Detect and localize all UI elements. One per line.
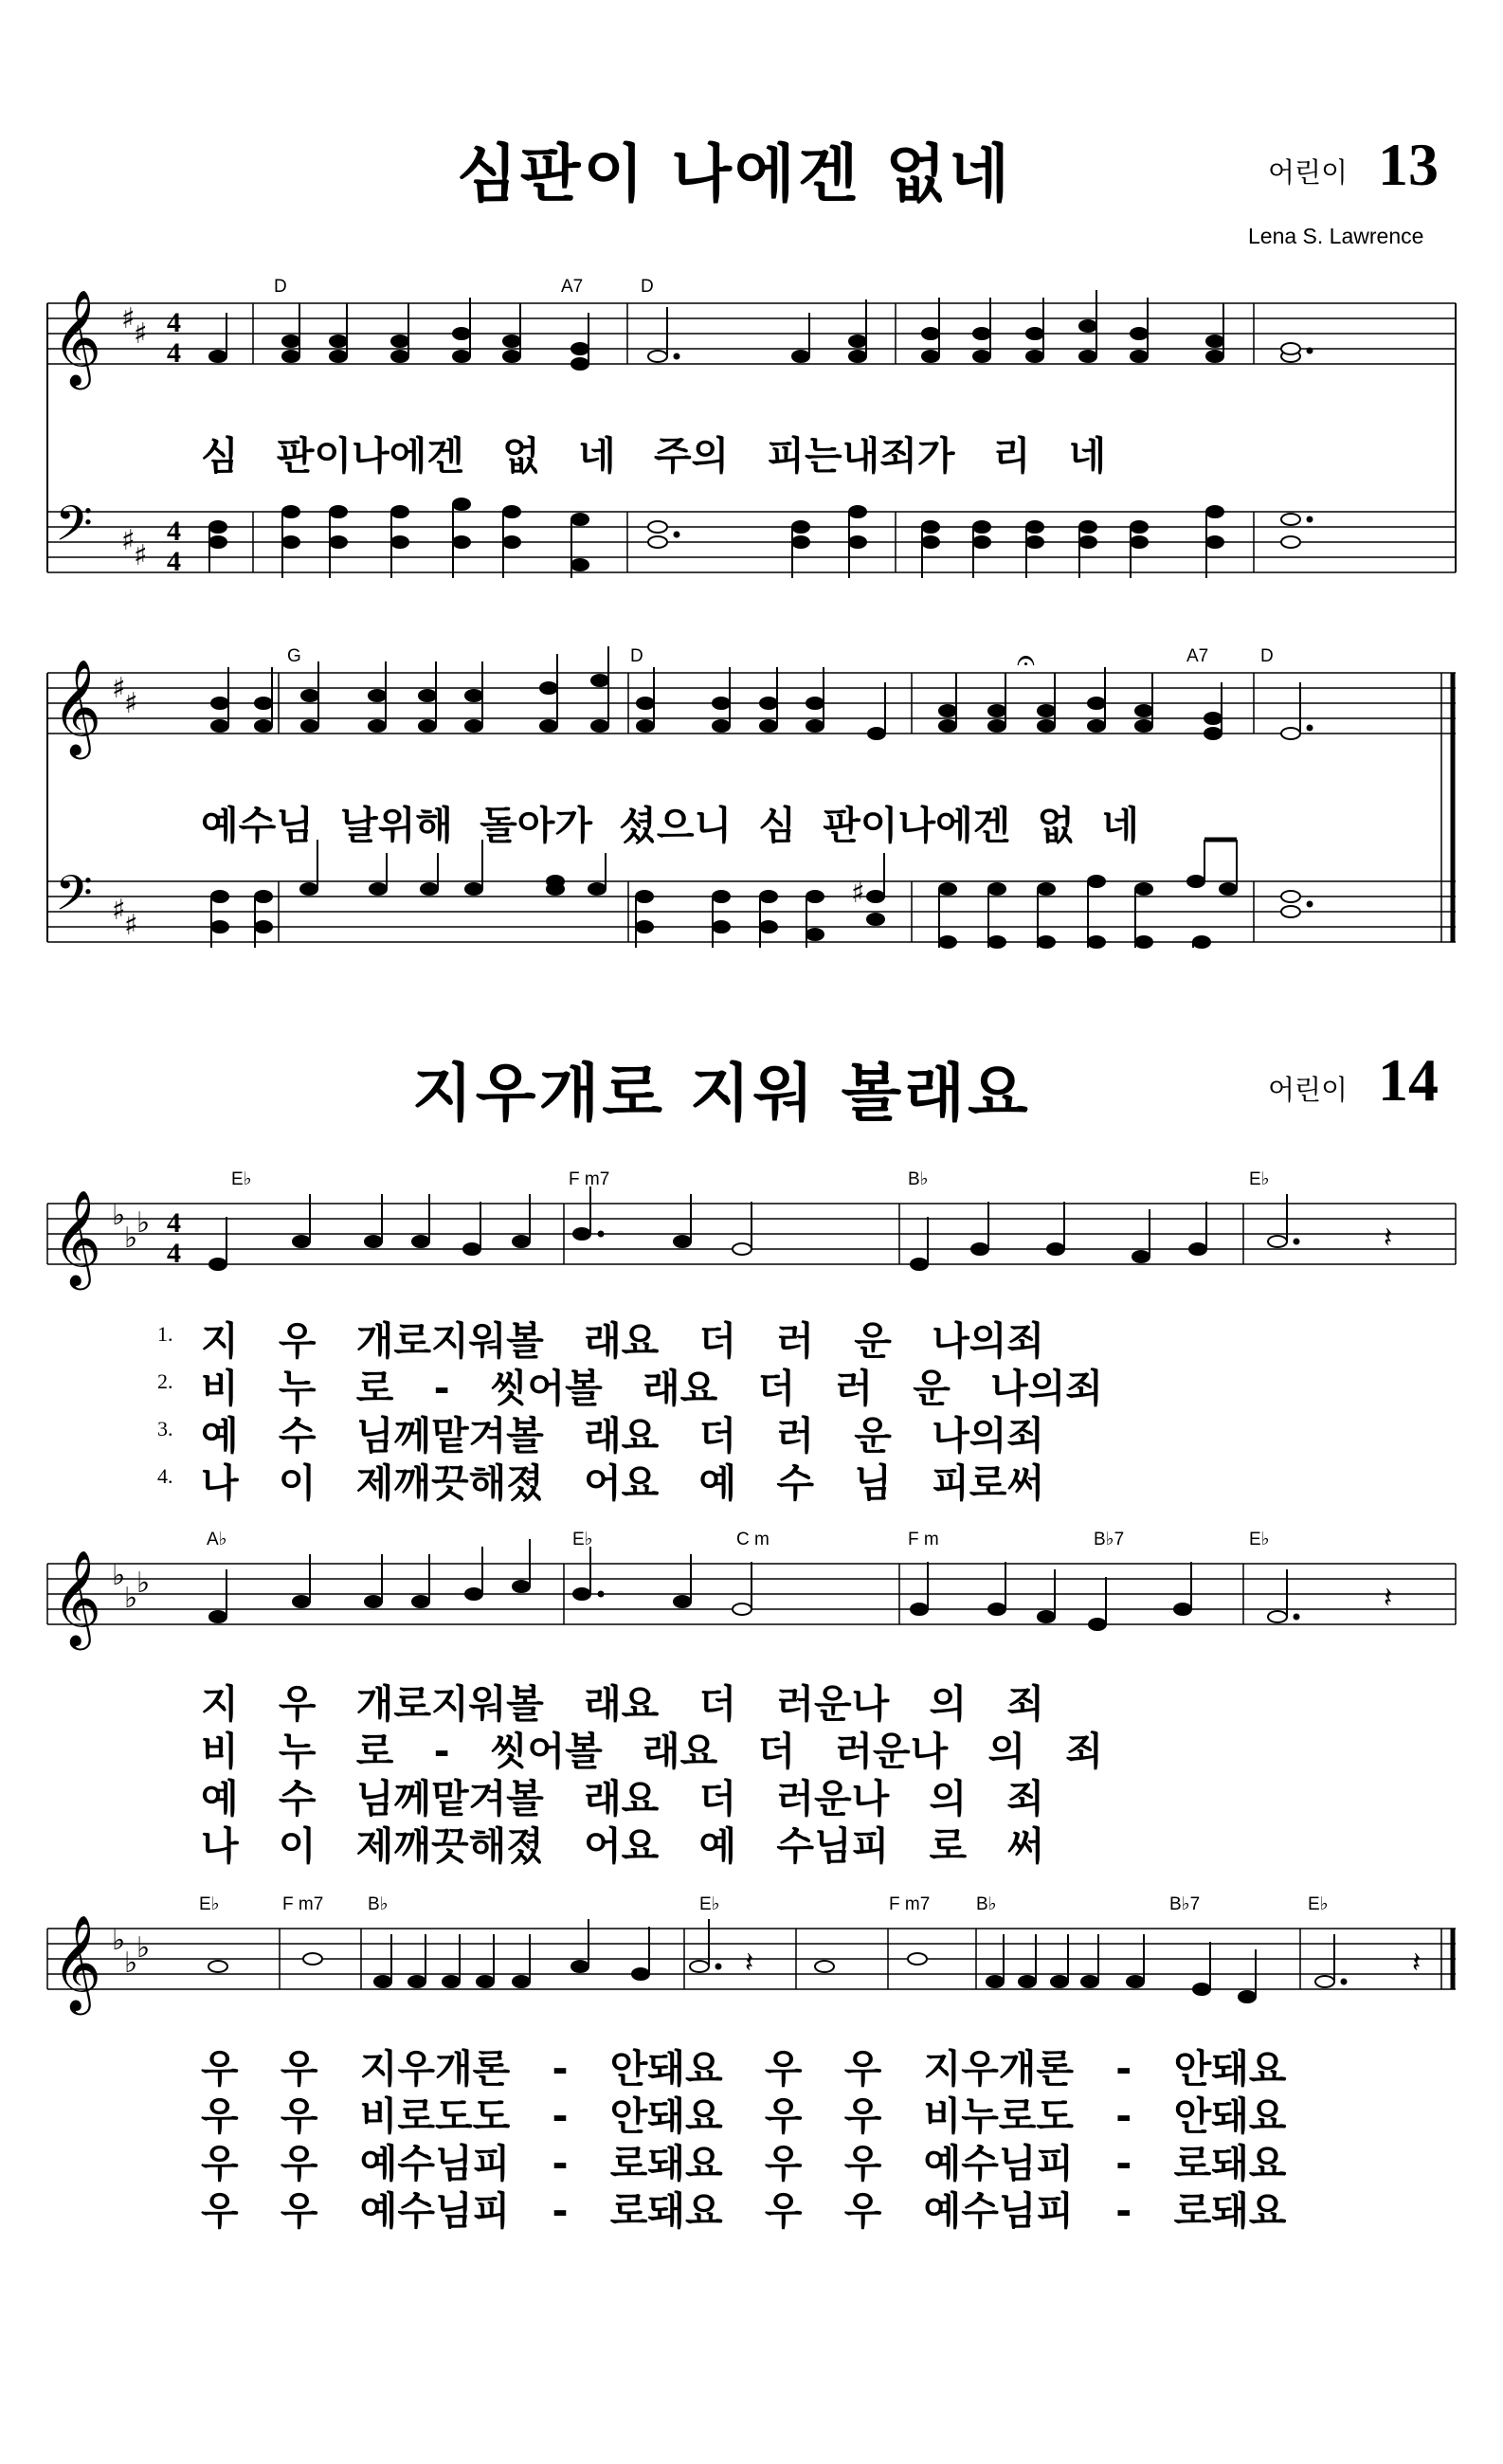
notes: [208, 1919, 1347, 2002]
chord-symbol: E♭: [699, 1894, 720, 1914]
song-label: 어린이: [1268, 156, 1349, 189]
chord-symbol: E♭: [231, 1169, 252, 1189]
verse-number: 4.: [157, 1464, 173, 1488]
notes: [209, 1187, 1299, 1270]
chord-symbol: E♭: [199, 1894, 220, 1914]
flat-icon: ♭: [136, 1931, 151, 1965]
chord-symbols: [231, 1169, 1270, 1189]
verse-number: 1.: [157, 1322, 173, 1346]
sharp-icon: ♯: [134, 539, 148, 572]
fermata-icon: 𝄐: [1017, 642, 1035, 679]
chord-symbol: F m: [908, 1530, 939, 1549]
lyric-line: 비 누 로 - 씻어볼 래요 더 러 운 나의죄: [201, 1366, 1103, 1411]
bass-clef-icon: 𝄢: [55, 864, 93, 933]
rest-icon: 𝄽: [1384, 1582, 1393, 1615]
song-title: 심판이 나에겐 없네: [457, 137, 1013, 210]
chord-symbols: [207, 1530, 1270, 1549]
lyric-line: 나 이 제깨끗해졌 어요 예 수님피 로 써: [201, 1823, 1045, 1869]
chord-symbol: C m: [736, 1530, 770, 1549]
sharp-icon: ♯: [112, 894, 126, 927]
chord-symbol: B♭7: [1169, 1894, 1201, 1914]
flat-icon: ♭: [124, 1582, 138, 1615]
flat-icon: ♭: [136, 1567, 151, 1600]
lyric-line: 예 수 님께맡겨볼 래요 더 러운나 의 죄: [201, 1776, 1045, 1821]
chord-symbol: A7: [561, 277, 584, 297]
composer-credit: Lena S. Lawrence: [1248, 224, 1424, 248]
time-signature: 4: [167, 307, 181, 338]
treble-clef-icon: 𝄞: [52, 658, 102, 755]
flat-icon: ♭: [112, 1559, 126, 1592]
time-signature: 4: [167, 516, 181, 547]
rest-icon: 𝄽: [1412, 1947, 1422, 1980]
chord-symbol: A♭: [207, 1530, 227, 1549]
sharp-icon: ♯: [112, 672, 126, 705]
chord-symbol: E♭: [1249, 1530, 1270, 1549]
sharp-icon: ♯: [134, 317, 148, 351]
treble-clef-icon: 𝄞: [52, 1913, 102, 2011]
chord-symbol: A7: [1186, 646, 1209, 666]
chord-symbol: D: [274, 277, 287, 297]
time-signature: 4: [167, 1207, 181, 1239]
verse-number: 2.: [157, 1369, 173, 1393]
flat-icon: ♭: [112, 1924, 126, 1957]
flat-icon: ♭: [124, 1222, 138, 1255]
chord-symbol: E♭: [1308, 1894, 1329, 1914]
chord-symbol: B♭: [368, 1894, 389, 1914]
lyric-line: 예수님 날위해 돌아가 셨으니 심 판이나에겐 없 네: [201, 803, 1140, 848]
rest-icon: 𝄽: [745, 1947, 754, 1980]
treble-staff: [0, 1891, 1503, 2011]
treble-clef-icon: 𝄞: [52, 288, 102, 386]
lyric-line: 우 우 지우개론 - 안돼요 우 우 지우개론 - 안돼요: [201, 2046, 1287, 2092]
song-label: 어린이: [1268, 1074, 1349, 1106]
time-signature: 4: [167, 1238, 181, 1269]
chord-symbol: B♭: [908, 1169, 929, 1189]
lyric-line: 우 우 비로도도 - 안돼요 우 우 비누로도 - 안돼요: [201, 2093, 1287, 2139]
notes: [209, 1539, 1299, 1630]
chord-symbol: E♭: [572, 1530, 593, 1549]
chord-symbol: F m7: [282, 1894, 324, 1914]
lyric-line: 지 우 개로지워볼 래요 더 러 운 나의죄: [201, 1318, 1045, 1364]
sharp-icon: ♯: [124, 909, 138, 942]
song-number: 13: [1378, 131, 1439, 198]
treble-clef-icon: 𝄞: [52, 1549, 102, 1646]
bass-clef-icon: 𝄢: [55, 495, 93, 564]
sharp-icon: ♯: [124, 687, 138, 720]
lyric-line: 나 이 제깨끗해졌 어요 예 수 님 피로써: [201, 1460, 1045, 1506]
lyric-line: 우 우 예수님피 - 로돼요 우 우 예수님피 - 로돼요: [201, 2141, 1287, 2186]
flat-icon: ♭: [112, 1199, 126, 1232]
flat-icon: ♭: [136, 1206, 151, 1240]
lyric-line: 비 누 로 - 씻어볼 래요 더 러운나 의 죄: [201, 1729, 1103, 1774]
time-signature: 4: [167, 337, 181, 369]
chord-symbol: G: [287, 646, 301, 666]
sharp-icon: ♯: [121, 524, 136, 557]
time-signature: 4: [167, 546, 181, 577]
flat-icon: ♭: [124, 1947, 138, 1980]
chord-symbol: D: [630, 646, 643, 666]
song-number: 14: [1378, 1046, 1439, 1114]
treble-staff: [0, 1166, 1503, 1286]
lyric-line: 심 판이나에겐 없 네 주의 피는내죄가 리 네: [201, 433, 1107, 479]
chord-symbol: E♭: [1249, 1169, 1270, 1189]
chord-symbol: B♭: [976, 1894, 997, 1914]
chord-symbol: F m7: [889, 1894, 931, 1914]
song-title: 지우개로 지워 볼래요: [412, 1057, 1031, 1130]
lyric-line: 우 우 예수님피 - 로돼요 우 우 예수님피 - 로돼요: [201, 2188, 1287, 2234]
chord-symbol: D: [1260, 646, 1274, 666]
lyric-line: 예 수 님께맡겨볼 래요 더 러 운 나의죄: [201, 1413, 1045, 1458]
chord-symbols: [274, 277, 654, 297]
lyric-line: 지 우 개로지워볼 래요 더 러운나 의 죄: [201, 1681, 1045, 1727]
svg-text:♯: ♯: [851, 877, 865, 910]
sharp-icon: ♯: [121, 302, 136, 335]
chord-symbol: D: [641, 277, 654, 297]
treble-clef-icon: 𝄞: [52, 1188, 102, 1286]
chord-symbols: [199, 1894, 1329, 1914]
verse-number: 3.: [157, 1417, 173, 1440]
rest-icon: 𝄽: [1384, 1222, 1393, 1255]
treble-staff: [0, 1526, 1503, 1646]
chord-symbol: F m7: [569, 1169, 610, 1189]
chord-symbol: B♭7: [1094, 1530, 1125, 1549]
